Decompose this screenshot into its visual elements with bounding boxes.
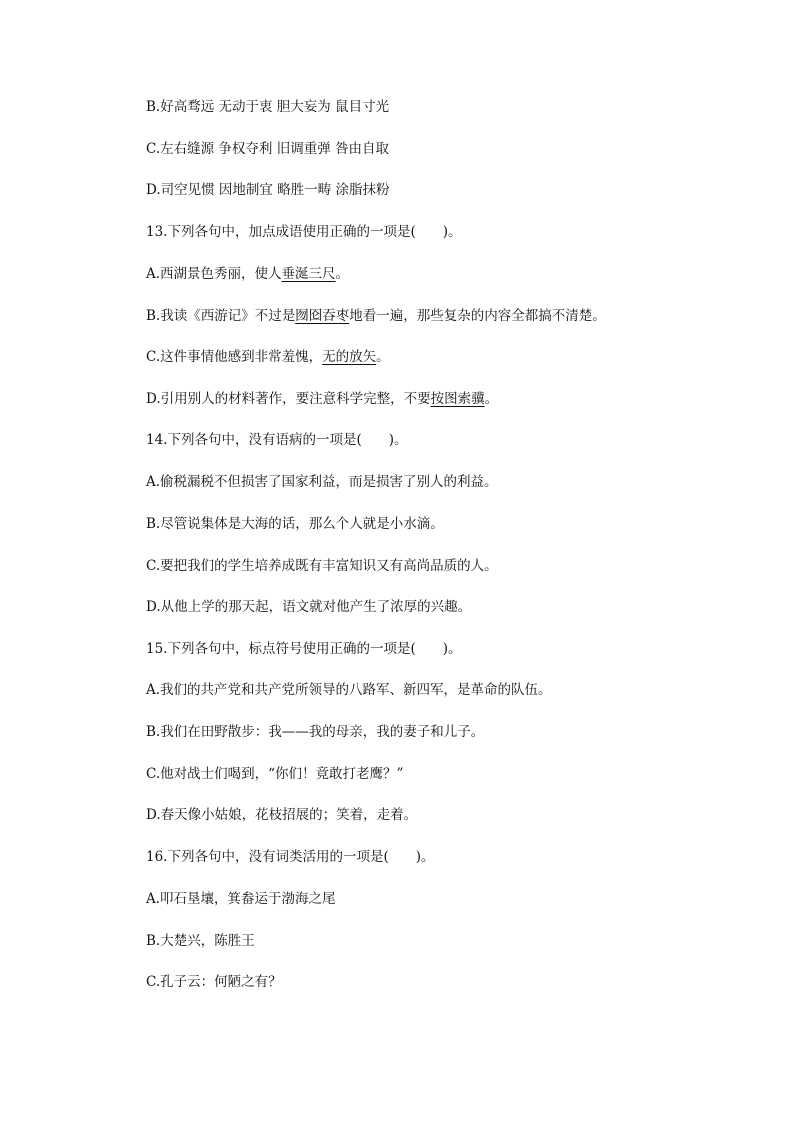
text: A.西湖景色秀丽，使人: [146, 266, 282, 282]
text: 。: [335, 266, 350, 282]
q15-option-b: B.我们在田野散步：我——我的母亲，我的妻子和儿子。: [146, 724, 485, 740]
q14-option-a: A.偷税漏税不但损害了国家利益，而是损害了别人的利益。: [146, 474, 498, 490]
q13-option-c: [146, 348, 390, 366]
option-c-line: C.左右缝源 争权夺利 旧调重弹 咎由自取: [146, 141, 390, 157]
underlined-idiom: 囫囵吞枣: [295, 308, 350, 324]
q13-option-b: [146, 307, 606, 325]
question-16: 16.下列各句中，没有词类活用的一项是( )。: [146, 849, 435, 865]
q13-option-a: [146, 265, 349, 283]
q16-option-a: A.叩石垦壤，箕畚运于渤海之尾: [146, 891, 336, 907]
q15-option-a: A.我们的共产党和共产党所领导的八路军、新四军，是革命的队伍。: [146, 682, 552, 698]
underlined-idiom: 按图索骥: [430, 391, 485, 407]
question-15: 15.下列各句中，标点符号使用正确的一项是( )。: [146, 641, 462, 657]
question-13: 13.下列各句中，加点成语使用正确的一项是( )。: [146, 224, 462, 240]
q16-option-c: C.孔子云：何陋之有？: [146, 974, 282, 990]
option-b-line: B.好高骛远 无动于衷 胆大妄为 鼠目寸光: [146, 99, 390, 115]
q16-option-b: B.大楚兴，陈胜王: [146, 933, 255, 949]
underlined-idiom: 垂涎三尺: [281, 266, 336, 282]
q14-option-c: C.要把我们的学生培养成既有丰富知识又有高尚品质的人。: [146, 558, 498, 574]
q15-option-c: C.他对战士们喝到，“你们！竟敢打老鹰？”: [146, 766, 404, 782]
text: 。: [376, 349, 390, 365]
option-d-line: D.司空见惯 因地制宜 略胜一畴 涂脂抹粉: [146, 182, 390, 198]
text: C.这件事情他感到非常羞愧，: [146, 349, 323, 365]
text: 地看一遍，那些复杂的内容全都搞不清楚。: [349, 308, 606, 324]
underlined-idiom: 无的放矢: [322, 349, 377, 365]
q13-option-d: [146, 390, 498, 408]
question-14: 14.下列各句中，没有语病的一项是( )。: [146, 432, 408, 448]
q14-option-d: D.从他上学的那天起，语文就对他产生了浓厚的兴趣。: [146, 599, 472, 615]
text: B.我读《西游记》不过是: [146, 308, 296, 324]
q14-option-b: B.尽管说集体是大海的话，那么个人就是小水滴。: [146, 516, 444, 532]
text: D.引用别人的材料著作，要注意科学完整，不要: [146, 391, 431, 407]
q15-option-d: D.春天像小姑娘，花枝招展的；笑着，走着。: [146, 807, 418, 823]
text: 。: [484, 391, 499, 407]
